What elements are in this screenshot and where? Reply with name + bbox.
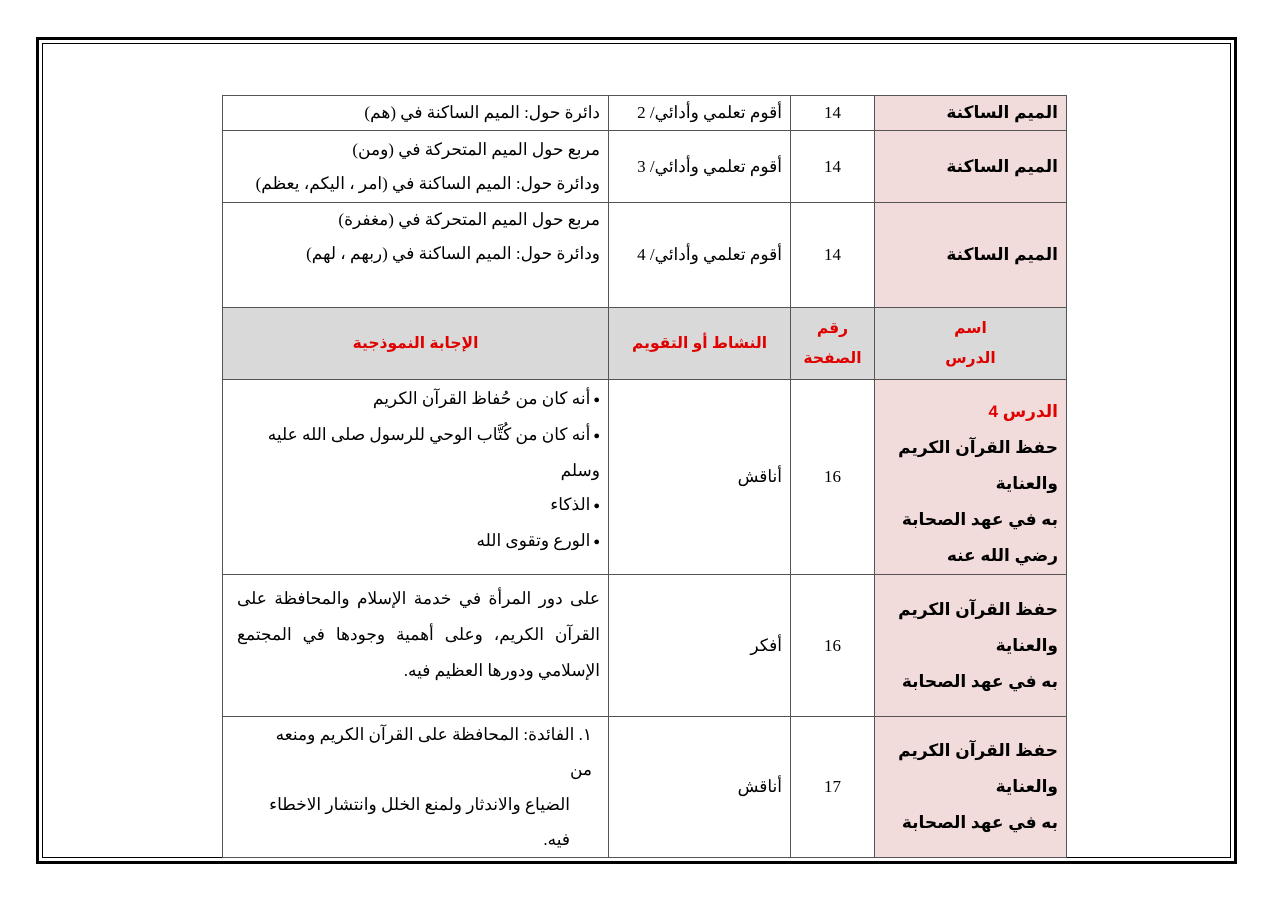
table-header-row (223, 308, 1067, 380)
answer-cell (223, 131, 609, 203)
answer-bullet: ● الذكاء (231, 488, 600, 524)
answer-line: دائرة حول: الميم الساكنة في (هم) (364, 103, 600, 122)
lesson-title-line: به في عهد الصحابة (901, 671, 1058, 691)
answer-line: الإسلامي ودورها العظيم فيه. (403, 661, 600, 680)
table-row (223, 131, 1067, 203)
header-activity: النشاط أو التقويم (609, 308, 791, 380)
lesson-name-cell: الميم الساكنة (875, 96, 1067, 131)
page-number-cell: 17 (791, 717, 875, 858)
answer-line: فيه. (543, 830, 570, 849)
header-lesson-name: اسم الدرس (875, 308, 1067, 380)
page-number-cell: 14 (791, 203, 875, 308)
lesson-tag: الدرس 4 (988, 402, 1058, 421)
activity-cell: أناقش (609, 380, 791, 575)
answer-line: القرآن الكريم، وعلى أهمية وجودها في المجتمع (237, 625, 600, 644)
activity-cell: أفكر (609, 575, 791, 717)
answer-cell (223, 380, 609, 575)
page-number-cell: 14 (791, 96, 875, 131)
answer-bullet: ● الورع وتقوى الله (231, 524, 600, 560)
header-page-number: رقم الصفحة (791, 308, 875, 380)
answer-bullet: ● أنه كان من حُفاظ القرآن الكريم (231, 382, 600, 418)
lesson-name-cell (875, 575, 1067, 717)
activity-cell: أناقش (609, 717, 791, 858)
page-number-cell: 14 (791, 131, 875, 203)
page-number-cell: 16 (791, 380, 875, 575)
lesson-title-line: حفظ القرآن الكريم والعناية (898, 741, 1058, 796)
answer-line: على دور المرأة في خدمة الإسلام والمحافظة على (237, 589, 600, 608)
answer-line: ودائرة حول: الميم الساكنة في (امر ، اليكم، يعظم) (255, 173, 600, 193)
lesson-title-line: به في عهد الصحابة (901, 813, 1058, 832)
table-row (223, 575, 1067, 717)
lesson-title-line: به في عهد الصحابة (901, 510, 1058, 529)
lesson-name-cell (875, 380, 1067, 575)
answer-line: الضياع والاندثار ولمنع الخلل وانتشار الاخطاء (269, 795, 570, 814)
lesson-title-line: حفظ القرآن الكريم والعناية (898, 599, 1058, 655)
answer-line: ودائرة حول: الميم الساكنة في (ربهم ، لهم) (306, 244, 600, 263)
header-answer: الإجابة النموذجية (223, 308, 609, 380)
page-number-cell: 16 (791, 575, 875, 717)
table-row (223, 717, 1067, 858)
table-row (223, 96, 1067, 131)
lesson-title-line: حفظ القرآن الكريم والعناية (898, 438, 1058, 493)
answer-bullet: ● أنه كان من كُتَّاب الوحي للرسول صلى الله عليه وسلم (231, 418, 600, 488)
lesson-name-cell: الميم الساكنة (875, 131, 1067, 203)
activity-cell: أقوم تعلمي وأدائي/ 3 (609, 131, 791, 203)
activity-cell: أقوم تعلمي وأدائي/ 4 (609, 203, 791, 308)
answer-cell (223, 203, 609, 308)
activity-cell: أقوم تعلمي وأدائي/ 2 (609, 96, 791, 131)
lesson-name-cell (875, 717, 1067, 858)
lesson-name-cell: الميم الساكنة (875, 203, 1067, 308)
answer-line: مربع حول الميم المتحركة في (مغفرة) (338, 210, 600, 229)
answer-cell (223, 717, 609, 858)
answer-line: مربع حول الميم المتحركة في (ومن) (352, 139, 600, 159)
answer-line: ١. الفائدة: المحافظة على القرآن الكريم ومنعه من (275, 725, 592, 779)
lesson-title-line: رضي الله عنه (946, 546, 1058, 565)
table-row (223, 380, 1067, 575)
lessons-table (222, 95, 1067, 858)
answer-cell (223, 96, 609, 131)
answer-cell (223, 575, 609, 717)
table-row (223, 203, 1067, 308)
